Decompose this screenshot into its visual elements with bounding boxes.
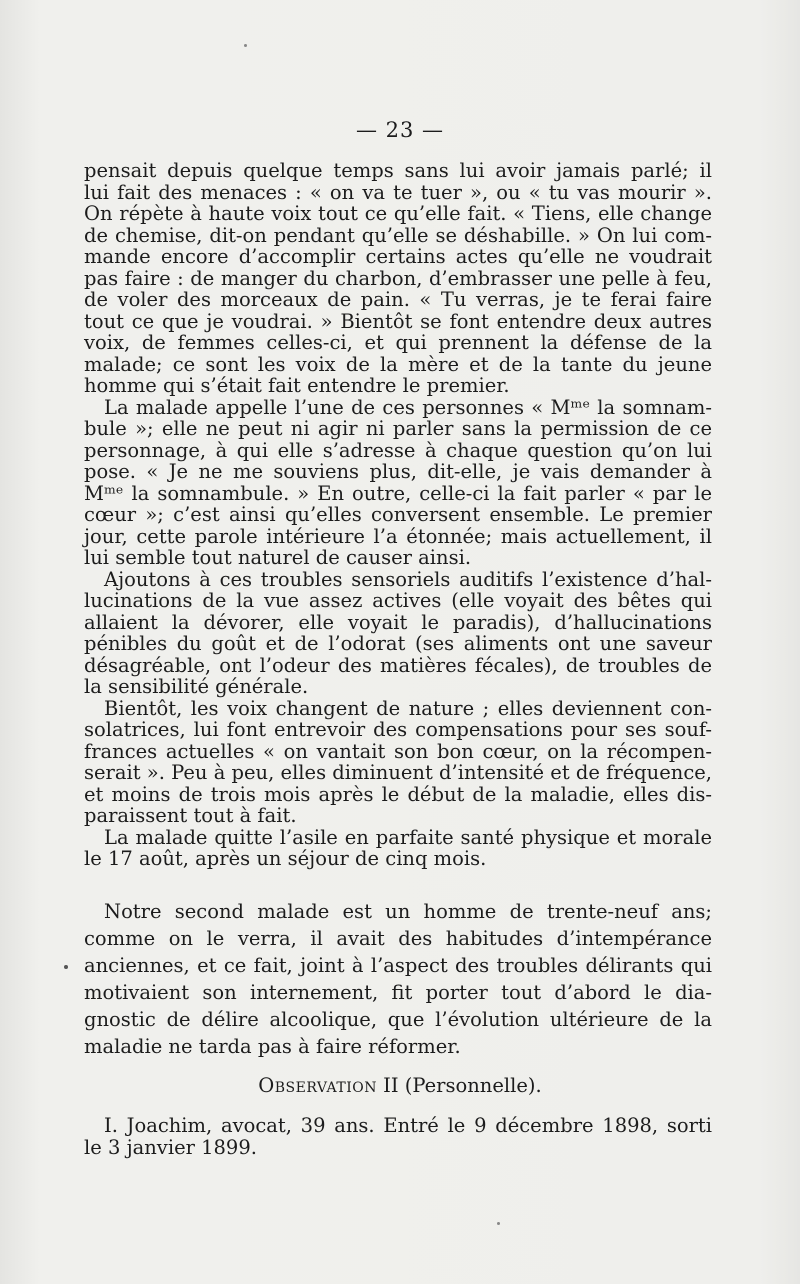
text-line: de chemise, dit-on pendant qu’elle se déshabille. » On lui com- — [84, 223, 712, 247]
text-line: le 3 janvier 1899. — [84, 1136, 257, 1159]
text-line: de voler des morceaux de pain. « Tu verras, je te ferai faire — [84, 288, 712, 311]
text-line: et moins de trois mois après le début de la maladie, elles dis- — [84, 782, 712, 806]
text-line: I. Joachim, avocat, 39 ans. Entré le 9 décembre 1898, sorti — [104, 1114, 712, 1137]
observation-heading-detail: II (Personnelle). — [376, 1074, 542, 1097]
text-line: Mᵐᵉ la somnambule. » En outre, celle-ci la fait parler « par le — [84, 481, 712, 505]
paper-speck — [497, 1222, 500, 1225]
text-line: lui fait des menaces : « on va te tuer », ou « tu vas mourir ». — [84, 180, 712, 204]
text-line: pénibles du goût et de l’odorat (ses aliments ont une saveur — [84, 632, 712, 655]
text-line: cœur »; c’est ainsi qu’elles conversent ensemble. Le premier — [84, 503, 712, 526]
text-line: motivaient son internement, fit porter tout d’abord le dia- — [84, 981, 712, 1004]
text-line: anciennes, et ce fait, joint à l’aspect des troubles délirants qui — [84, 954, 712, 977]
text-line: On répète à haute voix tout ce qu’elle fait. « Tiens, elle change — [84, 202, 712, 225]
text-line: bule »; elle ne peut ni agir ni parler sans la permission de ce — [84, 417, 712, 440]
text-line: Notre second malade est un homme de trente-neuf ans; — [104, 900, 712, 923]
text-line: voix, de femmes celles-ci, et qui prennent la défense de la — [84, 331, 712, 354]
text-line: la sensibilité générale. — [84, 675, 309, 698]
text-line: La malade quitte l’asile en parfaite santé physique et morale — [104, 825, 712, 849]
text-line: jour, cette parole intérieure l’a étonnée; mais actuellement, il — [84, 524, 712, 548]
text-line: paraissent tout à fait. — [84, 804, 297, 827]
observation-heading — [0, 1074, 800, 1097]
introduction-text-block — [84, 898, 712, 1060]
text-line: mande encore d’accomplir certains actes qu’elle ne voudrait — [84, 245, 712, 268]
text-line: maladie ne tarda pas à faire réformer. — [84, 1035, 461, 1058]
text-line: gnostic de délire alcoolique, que l’évolution ultérieure de la — [84, 1008, 712, 1031]
text-line: Ajoutons à ces troubles sensoriels auditifs l’existence d’hal- — [104, 567, 712, 591]
text-line: pensait depuis quelque temps sans lui avoir jamais parlé; il — [84, 159, 712, 182]
text-line: lui semble tout naturel de causer ainsi. — [84, 546, 472, 569]
case-text-block — [84, 160, 712, 870]
text-line: pose. « Je ne me souviens plus, dit-elle, je vais demander à — [84, 460, 712, 483]
text-line: solatrices, lui font entrevoir des compensations pour ses souf- — [84, 718, 712, 741]
paper-speck — [244, 44, 247, 47]
text-line: homme qui s’était fait entendre le premier. — [84, 374, 510, 397]
text-line: frances actuelles « on vantait son bon cœur, on la récompen- — [84, 739, 712, 763]
text-line: comme on le verra, il avait des habitudes d’intempérance — [84, 927, 712, 950]
text-line: pas faire : de manger du charbon, d’embrasser une pelle à feu, — [84, 266, 712, 290]
text-line: lucinations de la vue assez actives (elle voyait des bêtes qui — [84, 589, 712, 612]
text-line: serait ». Peu à peu, elles diminuent d’intensité et de fréquence, — [84, 761, 712, 784]
text-line: tout ce que je voudrai. » Bientôt se font entendre deux autres — [84, 309, 712, 333]
page-number: — 23 — — [355, 118, 445, 142]
text-line: malade; ce sont les voix de la mère et de la tante du jeune — [84, 352, 712, 376]
text-line: allaient la dévorer, elle voyait le paradis), d’hallucinations — [84, 610, 712, 634]
margin-mark — [64, 965, 68, 969]
text-line: désagréable, ont l’odeur des matières fécales), de troubles de — [84, 653, 712, 677]
text-line: personnage, à qui elle s’adresse à chaque question qu’on lui — [84, 438, 712, 462]
text-line: La malade appelle l’une de ces personnes « Mᵐᵉ la somnam- — [104, 395, 712, 419]
patient-record-block — [84, 1115, 712, 1159]
text-line: Bientôt, les voix changent de nature ; elles deviennent con- — [104, 696, 712, 720]
text-line: le 17 août, après un séjour de cinq mois. — [84, 847, 487, 870]
observation-heading-label: Observation — [258, 1074, 377, 1097]
